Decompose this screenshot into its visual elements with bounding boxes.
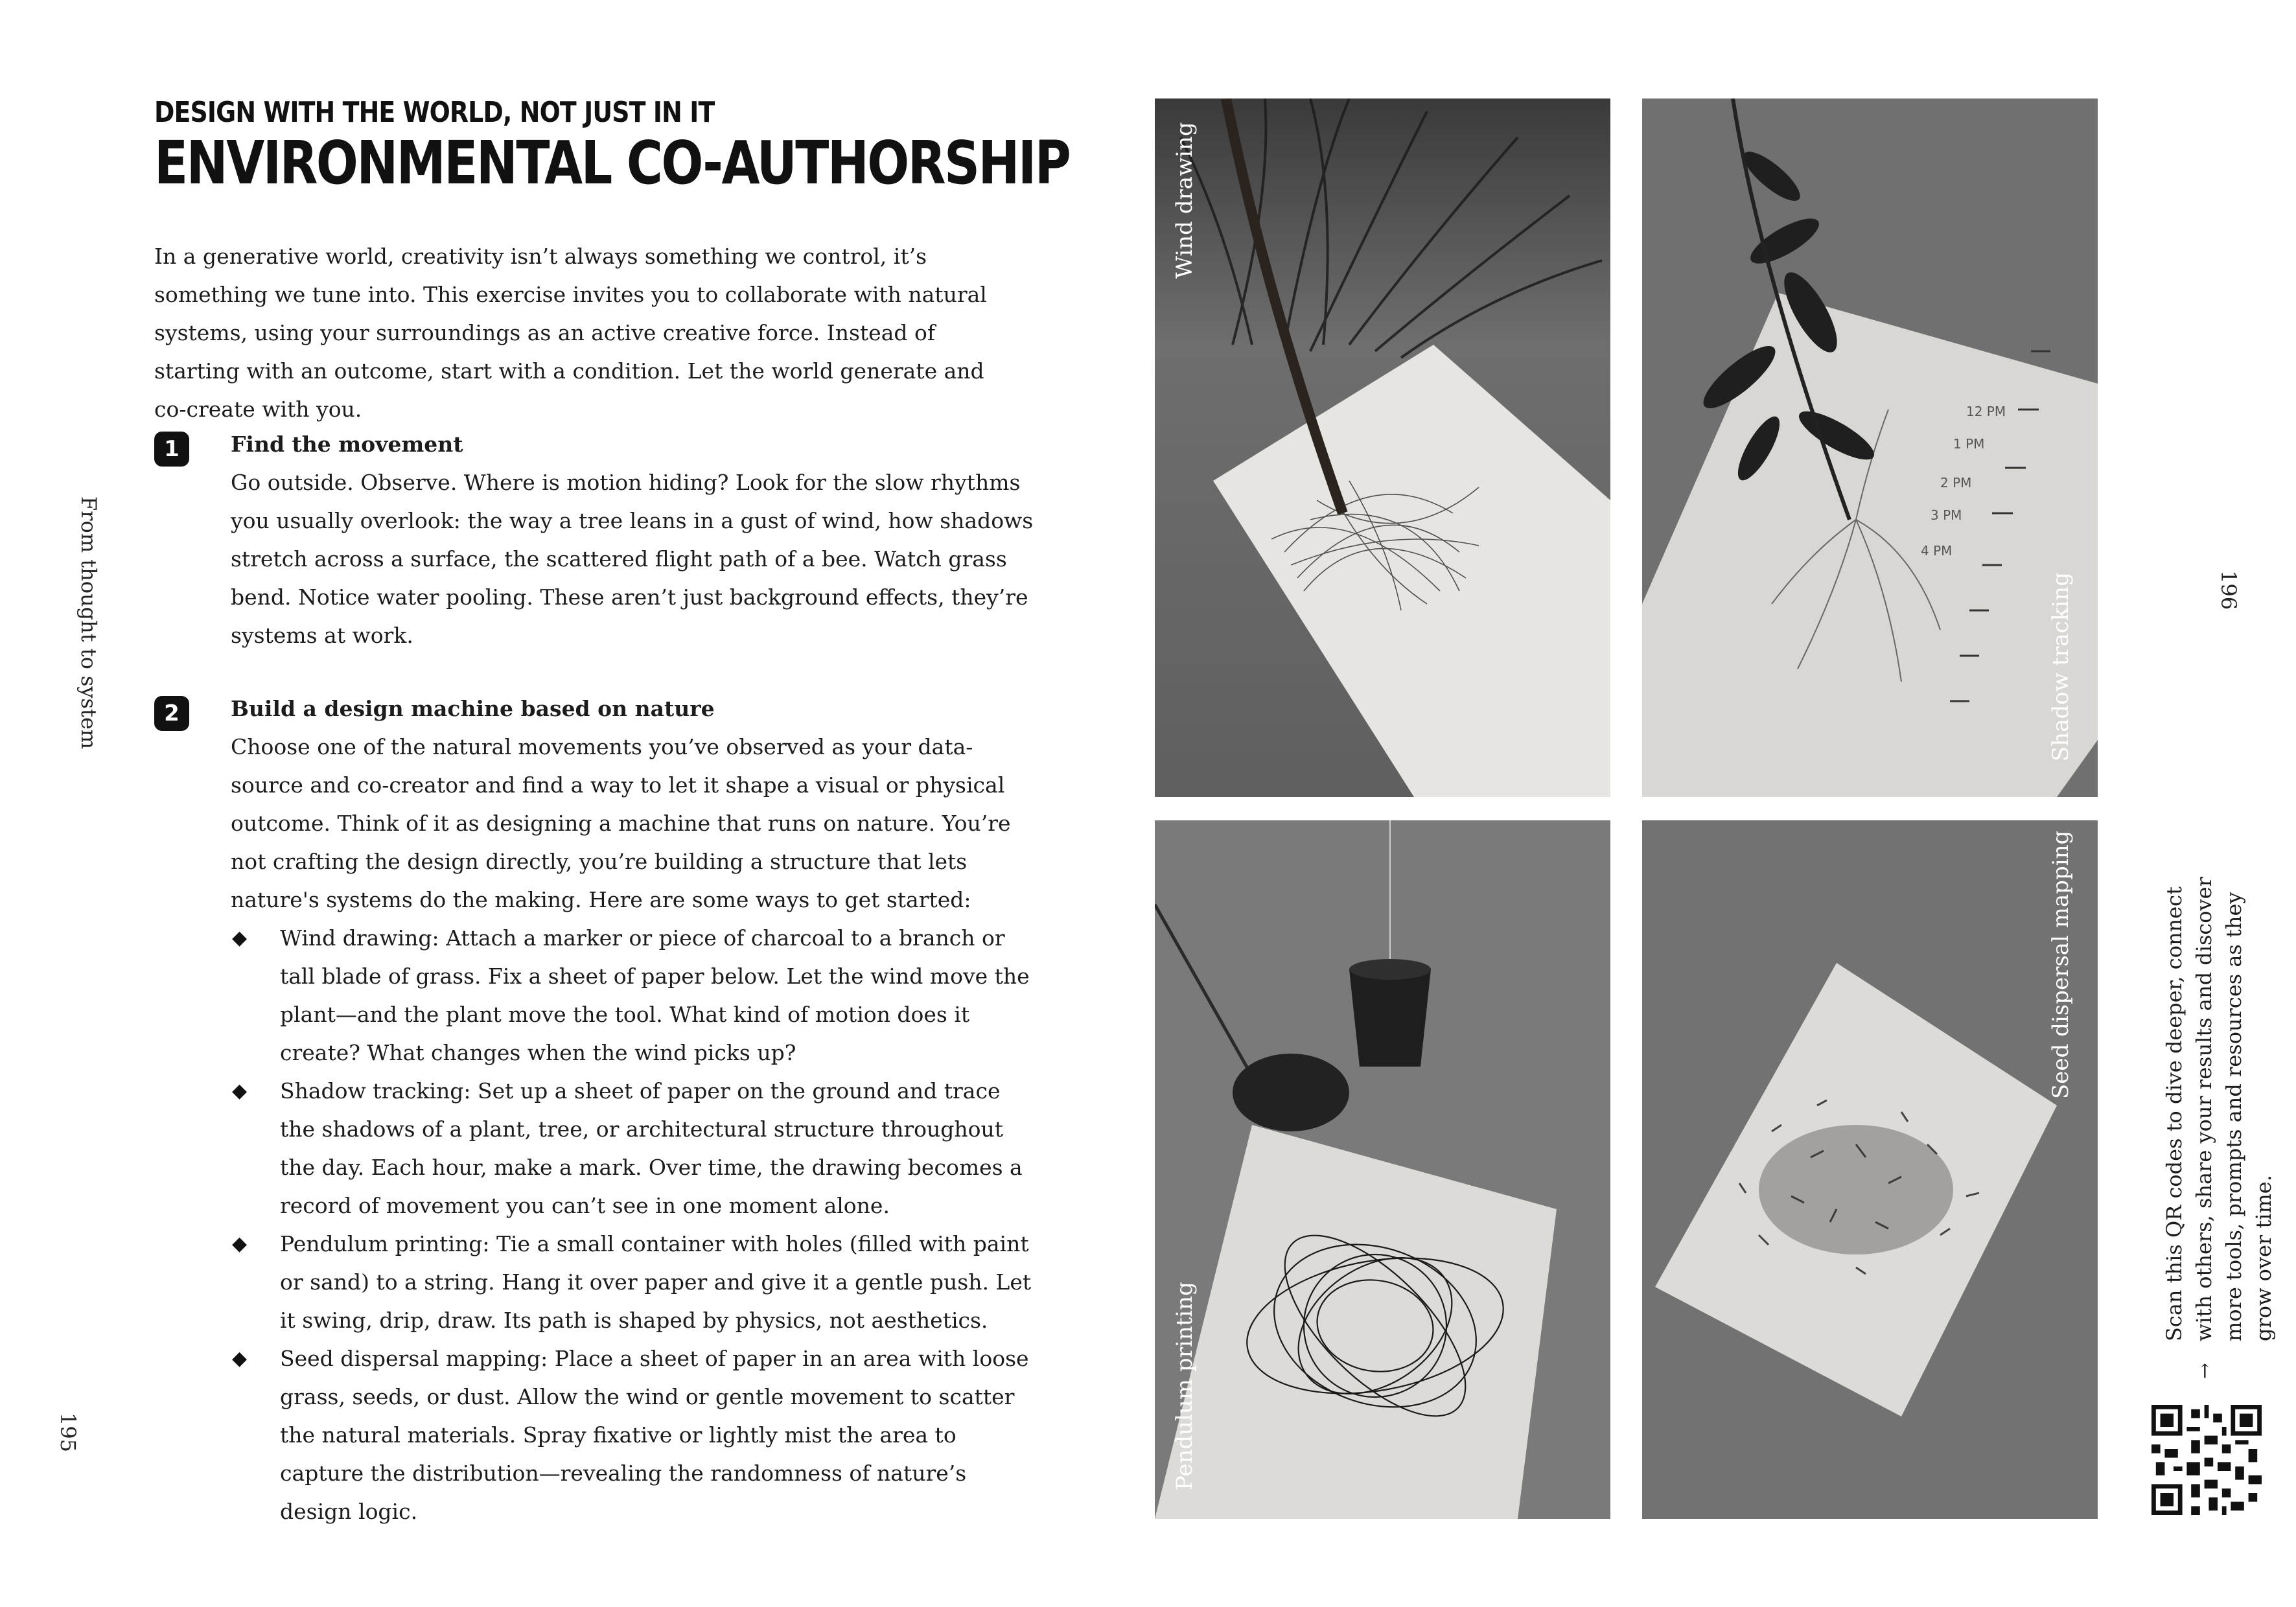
method-shadow-tracking: ◆ Shadow tracking: Set up a sheet of paper on the ground and trace the shadows of a plant, tree, or architectural structure throughout the day. Each hour, make a mark. Over time, the drawing becomes a record of movement you can’t see in one moment alone. (231, 1072, 1041, 1225)
qr-code[interactable] (2151, 1405, 2262, 1515)
time-label: 4 PM (1921, 543, 1953, 559)
step-1-text: Go outside. Observe. Where is motion hiding? Look for the slow rhythms you usually overlook: the way a tree leans in a gust of wind, how shadows stretch across a surface, the scattered flight path of a bee. Watch grass bend. Notice water pooling. These aren’t just background effects, they’re systems at work. (231, 470, 1034, 648)
photo-wind-drawing (1155, 98, 1610, 797)
page-number-right: 196 (2216, 570, 2241, 610)
step-2-number: 2 (154, 696, 189, 731)
time-label: 1 PM (1953, 436, 1985, 452)
intro-paragraph: In a generative world, creativity isn’t always something we control, it’s something we tune into. This exercise invites you to collaborate with natural systems, using your surroundings as an active creative force. Instead of starting with an outcome, start with a condition. Let the world generate and co-create with you. (154, 244, 987, 422)
qr-caption: Scan this QR codes to dive deeper, connect with others, share your results and discover more tools, prompts and resources as they grow over time. (2162, 877, 2276, 1341)
method-pendulum-printing: ◆ Pendulum printing: Tie a small container with holes (filled with paint or sand) to a string. Hang it over paper and give it a gentle push. Let it swing, drip, draw. Its path is shaped by physics, not aesthetics. (231, 1225, 1041, 1339)
photo-pendulum-printing (1155, 820, 1610, 1519)
page-title: ENVIRONMENTAL CO-AUTHORSHIP (154, 128, 1070, 198)
method-list (231, 919, 1041, 1531)
step-2 (231, 689, 1041, 1531)
time-label: 3 PM (1931, 507, 1962, 523)
time-label: 12 PM (1966, 404, 2006, 419)
section-kicker: DESIGN WITH THE WORLD, NOT JUST IN IT (154, 96, 715, 129)
time-label: 2 PM (1940, 475, 1972, 491)
diamond-bullet-icon: ◆ (232, 1347, 248, 1370)
label-shadow-tracking: Shadow tracking (2048, 572, 2074, 761)
diamond-bullet-icon: ◆ (232, 927, 248, 949)
diamond-bullet-icon: ◆ (232, 1232, 248, 1255)
page-number-left: 195 (56, 1413, 80, 1453)
method-seed-dispersal: ◆ Seed dispersal mapping: Place a sheet of paper in an area with loose grass, seeds, or dust. Allow the wind or gentle movement to scatter the natural materials. Spray fixative or lightly mist the area to capture the distribution—revealing the randomness of nature’s design logic. (231, 1339, 1041, 1531)
label-pendulum-printing: Pendulum printing (1172, 1282, 1198, 1490)
label-seed-dispersal: Seed dispersal mapping (2048, 830, 2074, 1099)
label-wind-drawing: Wind drawing (1172, 122, 1198, 279)
section-name: From thought to system (76, 496, 101, 750)
photo-seed-dispersal (1642, 820, 2098, 1519)
method-wind-drawing: ◆ Wind drawing: Attach a marker or piece of charcoal to a branch or tall blade of grass. Fix a sheet of paper below. Let the wind move the plant—and the plant move the tool. What kind of motion does it create? What changes when the wind picks up? (231, 919, 1041, 1072)
arrow-icon: → (2194, 1362, 2217, 1380)
step-1-number: 1 (154, 432, 189, 467)
photo-shadow-tracking (1642, 98, 2098, 797)
step-2-title: Build a design machine based on nature (231, 696, 715, 721)
diamond-bullet-icon: ◆ (232, 1080, 248, 1102)
step-1-title: Find the movement (231, 432, 463, 457)
step-2-text: Choose one of the natural movements you’ve observed as your data-source and co-creator and find a way to let it shape a visual or physical outcome. Think of it as designing a machine that runs on nature. You’re not crafting the design directly, you’re building a structure that lets nature's systems do the making. Here are some ways to get started: (231, 734, 1011, 912)
step-1 (231, 425, 1041, 654)
